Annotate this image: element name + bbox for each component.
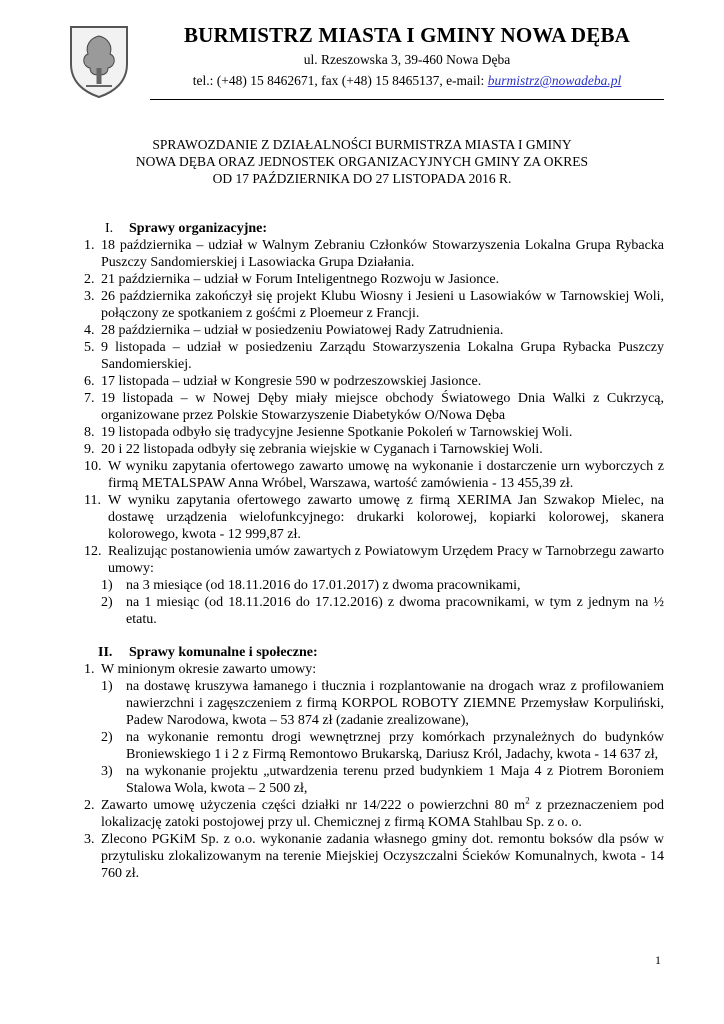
list-item	[84, 492, 664, 543]
sub-list-item	[84, 577, 664, 594]
list-item-text: 28 października – udział w posiedzeniu Powiatowej Rady Zatrudnienia.	[101, 323, 504, 338]
list-item	[84, 661, 664, 678]
list-item-number: 7.	[84, 391, 95, 406]
sub-list-item-number: 2)	[101, 595, 113, 610]
list-item-number: 11.	[84, 493, 101, 508]
list-item-number: 4.	[84, 323, 95, 338]
list-item-text: 20 i 22 listopada odbyły się zebrania wiejskie w Cyganach i Tarnowskiej Woli.	[101, 442, 543, 457]
sub-list-item-text: na 1 miesiąc (od 18.11.2016 do 17.12.2016) z dwoma pracownikami, w tym z jednym na ½ etatu.	[126, 595, 664, 627]
list-item-text: z przeznaczeniem pod lokalizację zatoki postojowej przy ul. Chemicznej z firmą KOMA Stahlbau Sp. z o. o.	[101, 798, 664, 830]
document-body	[84, 220, 664, 882]
page-number: 1	[655, 953, 661, 967]
section-title: Sprawy organizacyjne:	[129, 221, 268, 236]
list-item-number: 1.	[84, 238, 95, 253]
section-title: Sprawy komunalne i społeczne:	[129, 645, 318, 660]
list-item	[84, 271, 664, 288]
sub-list-item	[84, 678, 664, 729]
report-title-line: NOWA DĘBA ORAZ JEDNOSTEK ORGANIZACYJNYCH GMINY ZA OKRES	[135, 154, 589, 169]
list-item-text: W minionym okresie zawarto umowy:	[101, 662, 317, 677]
section-numeral: II.	[98, 645, 113, 660]
letterhead	[150, 22, 664, 90]
list-item-text: W wyniku zapytania ofertowego zawarto umowę z firmą XERIMA Jan Szwakop Mielec, na dostawę urządzenia wielofunkcyjnego: drukarki kolorowej, kopiarki kolorowej, skanera kolorowego, kwota - 12 999,87 zł.	[108, 493, 664, 542]
sub-list-item-text: na wykonanie projektu „utwardzenia terenu przed budynkiem 1 Maja 4 z Piotrem Boroniem Stalowa Wola, kwota – 2 500 zł,	[126, 764, 664, 796]
list-item	[84, 831, 664, 882]
sub-list-item	[84, 729, 664, 763]
list-item	[84, 373, 664, 390]
superscript: 2	[525, 795, 530, 806]
list-item	[84, 441, 664, 458]
email-link[interactable]: burmistrz@nowadeba.pl	[487, 73, 622, 88]
list-item-text: Realizując postanowienia umów zawartych z Powiatowym Urzędem Pracy w Tarnobrzegu zawarto umowy:	[108, 544, 664, 576]
list-item-number: 3.	[84, 832, 95, 847]
list-item-number: 2.	[84, 798, 95, 813]
list-item-number: 10.	[84, 459, 102, 474]
list-item	[84, 424, 664, 441]
section-heading	[84, 644, 664, 661]
list-item	[84, 339, 664, 373]
list-item	[84, 390, 664, 424]
list-item-text: 17 listopada – udział w Kongresie 590 w podrzeszowskiej Jasionce.	[101, 374, 482, 389]
section-numeral: I.	[105, 221, 114, 236]
letterhead-contact	[150, 72, 664, 90]
sub-list-item-number: 3)	[101, 764, 113, 779]
list-item-number: 9.	[84, 442, 95, 457]
coat-of-arms-icon	[68, 24, 130, 100]
list-item	[84, 543, 664, 577]
list-item	[84, 458, 664, 492]
list-item-text: W wyniku zapytania ofertowego zawarto umowę na wykonanie i dostarczenie urn wyborczych z firmą METALSPAW Anna Wróbel, Warszawa, wartość zamówienia - 13 455,39 zł.	[108, 459, 664, 491]
sub-list-item	[84, 594, 664, 628]
list-item-text: 9 listopada – udział w posiedzeniu Zarządu Stowarzyszenia Lokalna Grupa Rybacka Puszczy Sandomierskiej.	[101, 340, 664, 372]
list-item	[84, 797, 664, 831]
list-item-number: 12.	[84, 544, 102, 559]
letterhead-address: ul. Rzeszowska 3, 39-460 Nowa Dęba	[303, 52, 511, 67]
contact-phones: tel.: (+48) 15 8462671, fax (+48) 15 8465137, e-mail:	[192, 73, 488, 88]
sub-list-item-number: 1)	[101, 679, 113, 694]
list-item-text: 19 listopada – w Nowej Dęby miały miejsce obchody Światowego Dnia Walki z Cukrzycą, organizowane przez Polskie Stowarzyszenie Diabetyków O/Nowa Dęba	[101, 391, 664, 423]
list-item-number: 8.	[84, 425, 95, 440]
list-item	[84, 288, 664, 322]
letterhead-title: BURMISTRZ MIASTA I GMINY NOWA DĘBA	[183, 23, 631, 47]
list-item-text: Zlecono PGKiM Sp. z o.o. wykonanie zadania własnego gminy dot. remontu boksów dla psów w przytulisku zlokalizowanym na terenie Miejskiej Oczyszczalni Ścieków Komunalnych, kwota - 14 760 zł.	[101, 832, 664, 881]
list-item-number: 2.	[84, 272, 95, 287]
sub-list-item-number: 1)	[101, 578, 113, 593]
section-heading	[84, 220, 664, 237]
list-item-number: 5.	[84, 340, 95, 355]
header-divider	[150, 99, 664, 100]
report-title-line: SPRAWOZDANIE Z DZIAŁALNOŚCI BURMISTRZA MIASTA I GMINY	[152, 137, 572, 152]
list-item-text: 19 listopada odbyło się tradycyjne Jesienne Spotkanie Pokoleń w Tarnowskiej Woli.	[101, 425, 573, 440]
list-item-number: 1.	[84, 662, 95, 677]
list-item	[84, 322, 664, 339]
sub-list-item	[84, 763, 664, 797]
sub-list-item-text: na 3 miesiące (od 18.11.2016 do 17.01.2017) z dwoma pracownikami,	[126, 578, 521, 593]
list-item-text: 26 października zakończył się projekt Klubu Wiosny i Jesieni u Lasowiaków w Tarnowskiej Woli, połączony ze spotkaniem z gośćmi z Ploemeur z Francji.	[101, 289, 664, 321]
report-title-line: OD 17 PAŹDZIERNIKA DO 27 LISTOPADA 2016 R.	[212, 171, 512, 186]
list-item-text: 18 października – udział w Walnym Zebraniu Członków Stowarzyszenia Lokalna Grupa Rybacka Puszczy Sandomierskiej i Lasowiacka Grupa Działania.	[101, 238, 664, 270]
list-item-number: 3.	[84, 289, 95, 304]
list-item-text: Zawarto umowę użyczenia części działki nr 14/222 o powierzchni 80 m	[101, 798, 526, 813]
list-item-text: 21 października – udział w Forum Inteligentnego Rozwoju w Jasionce.	[101, 272, 500, 287]
report-title	[60, 136, 664, 187]
list-item	[84, 237, 664, 271]
sub-list-item-text: na dostawę kruszywa łamanego i tłucznia i rozplantowanie na drogach wraz z profilowaniem nawierzchni i zagęszczeniem z firmą KORPOL ROBOTY ZIEMNE Przemysław Korpuliński, Padew Narodowa, kwota – 53 874 zł (zadanie zrealizowane),	[126, 679, 664, 728]
list-item-number: 6.	[84, 374, 95, 389]
sub-list-item-text: na wykonanie remontu drogi wewnętrznej przy komórkach przynależnych do budynków Broniewskiego 1 i 2 z Firmą Remontowo Brukarską, Dariusz Król, Jadachy, kwota - 14 637 zł,	[126, 730, 664, 762]
sub-list-item-number: 2)	[101, 730, 113, 745]
